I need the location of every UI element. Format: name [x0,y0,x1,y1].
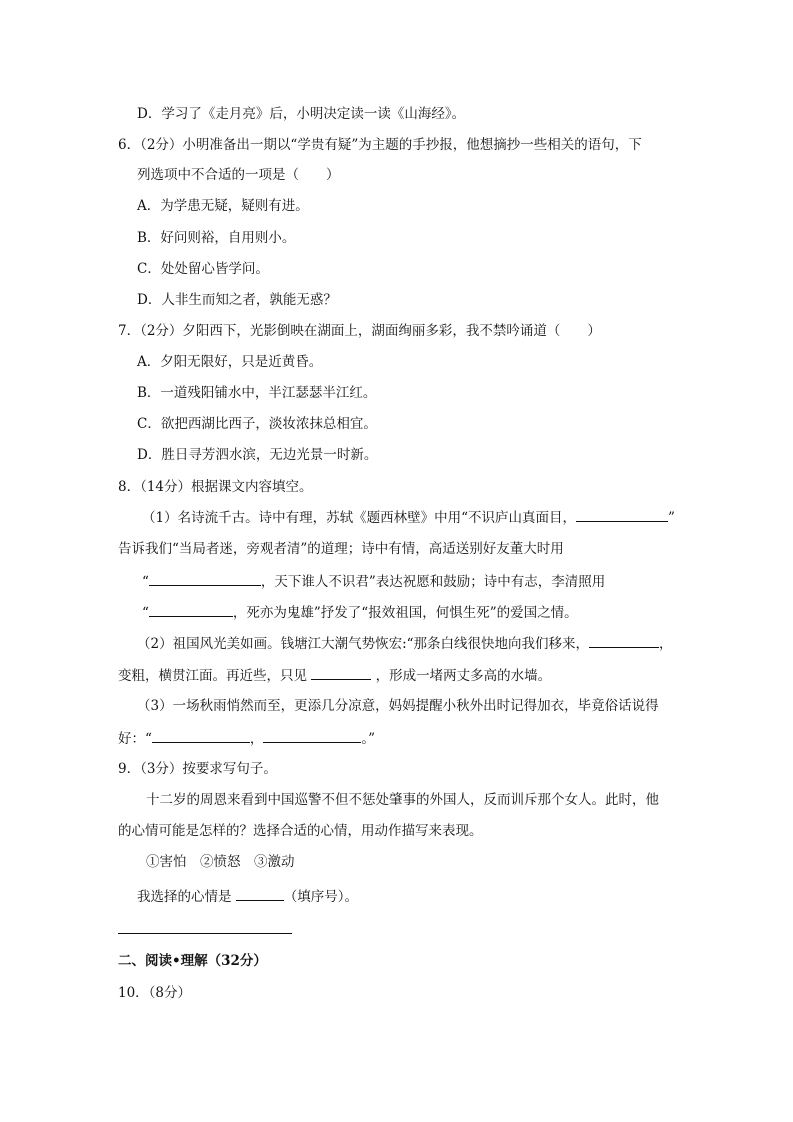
q8-part1-line4 [142,602,578,623]
q8-part3-line1: （3）一场秋雨悄然而至，更添几分凉意，妈妈提醒小秋外出时记得加衣，毕竟俗话说得 [137,698,659,714]
q8-part3-text-b1: 好：“ [118,731,152,747]
q7-option-d: D．胜日寻芳泗水滨，无边光景一时新。 [137,447,378,463]
q9-fill-line [137,886,358,907]
q7-option-b: B．一道残阳铺水中，半江瑟瑟半江红。 [137,385,377,401]
q8-part1-text-a: （1）名诗流千古。诗中有理，苏轼《题西林壁》中用“不识庐山真面目， [142,510,576,526]
q9-stem: 9．（3分）按要求写句子。 [118,761,277,777]
q8-blank-3[interactable] [149,602,233,617]
q8-stem: 8．（14分）根据课文内容填空。 [118,479,313,495]
q10-stem: 10．（8分） [118,985,192,1001]
q9-answer-line[interactable] [118,933,292,934]
q7-stem: 7．（2分）夕阳西下，光影倒映在湖面上，湖面绚丽多彩，我不禁吟诵道（ ） [118,323,601,339]
q6-stem-line2: 列选项中不合适的一项是（ ） [137,167,340,183]
q8-part2-comma: ， [659,636,673,652]
q8-blank-7[interactable] [263,728,361,743]
q5-option-d: D．学习了《走月亮》后，小明决定读一读《山海经》。 [137,106,466,122]
q7-option-c: C．欲把西湖比西子，淡妆浓抹总相宜。 [137,416,377,432]
q8-part1-close-quote: ” [668,510,675,526]
q6-option-b: B．好问则裕，自用则小。 [137,230,296,246]
q9-paragraph-line2: 的心情可能是怎样的？选择合适的心情，用动作描写来表现。 [118,823,483,839]
q8-part1-open-quote-c: “ [142,574,149,590]
q6-option-d: D．人非生而知之者，孰能无惑？ [137,292,337,308]
q9-blank-mood[interactable] [236,886,284,901]
q6-option-a: A．为学患无疑，疑则有进。 [137,198,309,214]
q8-part2-line1 [137,633,673,654]
q8-part1-line1 [142,507,675,528]
q8-part1-open-quote-d: “ [142,605,149,621]
q8-blank-2[interactable] [149,571,261,586]
q9-fill-text-1: 我选择的心情是 [137,889,232,905]
q6-stem-line1: 6．（2分）小明准备出一期以“学贵有疑”为主题的手抄报，他想摘抄一些相关的语句，下 [118,137,642,153]
q8-part1-text-d: ，死亦为鬼雄”抒发了“报效祖国，何惧生死”的爱国之情。 [232,605,578,621]
q8-part1-text-c: ，天下谁人不识君”表达祝愿和鼓励；诗中有志，李清照用 [260,574,606,590]
q7-option-a: A．夕阳无限好，只是近黄昏。 [137,354,323,370]
q8-part2-line2 [118,665,551,686]
q8-part1-line2: 告诉我们“当局者迷，旁观者清”的道理；诗中有情，高适送别好友董大时用 [118,541,564,557]
q8-part1-line3 [142,571,605,592]
q9-fill-text-2: （填序号）。 [283,889,359,905]
q6-option-c: C．处处留心皆学问。 [137,261,269,277]
q8-part2-text-b1: 变粗，横贯江面。再近些，只见 [118,668,307,684]
q8-blank-4[interactable] [589,633,659,648]
q8-blank-5[interactable] [311,665,371,680]
q8-part3-text-b2: ， [249,731,264,747]
q8-part3-line2 [118,728,375,749]
q9-choices: ①害怕 ②愤怒 ③激动 [146,854,295,870]
q8-part2-text-a: （2）祖国风光美如画。钱塘江大潮气势恢宏:“那条白线很快地向我们移来， [137,636,590,652]
q9-paragraph-line1: 十二岁的周恩来看到中国巡警不但不惩处肇事的外国人，反而训斥那个女人。此时，他 [146,792,659,808]
q8-blank-1[interactable] [576,507,668,522]
q8-blank-6[interactable] [152,728,250,743]
q8-part2-text-b2: ，形成一堵两丈多高的水墙。 [375,668,552,684]
q8-part3-text-b3: 。” [361,731,376,747]
section2-title: 二、阅读•理解（32分） [118,953,267,969]
